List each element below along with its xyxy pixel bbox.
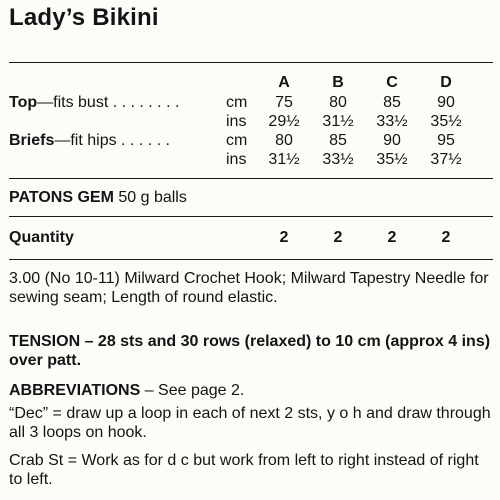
divider-yarn: [9, 216, 493, 217]
briefs-ins-c: 35½: [376, 151, 408, 168]
quantity-b: 2: [333, 229, 343, 246]
briefs-label: Briefs: [9, 132, 55, 149]
briefs-desc: —fit hips . . . . . .: [54, 132, 170, 149]
top-ins-a: 29½: [268, 113, 300, 130]
quantity-d: 2: [441, 229, 451, 246]
quantity-label: Quantity: [9, 229, 74, 246]
tension-label: TENSION: [9, 333, 81, 350]
yarn-weight: 50 g balls: [118, 189, 187, 206]
tension-paragraph: [9, 333, 493, 370]
quantity-a: 2: [279, 229, 289, 246]
abbreviations-label: ABBREVIATIONS: [9, 382, 141, 399]
abbreviations-heading: [9, 382, 493, 401]
briefs-row-label: [9, 132, 170, 150]
size-col-d: D: [440, 74, 452, 91]
top-unit-cm: cm: [226, 94, 248, 111]
top-ins-c: 33½: [376, 113, 408, 130]
briefs-unit-cm: cm: [226, 132, 248, 149]
size-col-a: A: [278, 74, 290, 91]
materials-text: 3.00 (No 10-11) Milward Crochet Hook; Milward Tapestry Needle for sewing seam; Length of round elastic.: [9, 270, 489, 306]
yarn-brand: PATONS GEM: [9, 189, 114, 206]
top-cm-b: 80: [329, 94, 347, 111]
divider-quantity: [9, 259, 493, 260]
quantity-c: 2: [387, 229, 397, 246]
tension-text: – 28 sts and 30 rows (relaxed) to 10 cm (approx 4 ins) over patt.: [9, 333, 491, 369]
briefs-unit-ins: ins: [226, 151, 247, 168]
briefs-cm-b: 85: [329, 132, 347, 149]
briefs-cm-d: 95: [437, 132, 455, 149]
briefs-cm-a: 80: [275, 132, 293, 149]
briefs-cm-c: 90: [383, 132, 401, 149]
top-unit-ins: ins: [226, 113, 247, 130]
yarn-line: [9, 189, 187, 207]
abbreviations-text: – See page 2.: [140, 382, 245, 399]
top-cm-a: 75: [275, 94, 293, 111]
top-ins-b: 31½: [322, 113, 354, 130]
top-desc: —fits bust . . . . . . . .: [37, 94, 180, 111]
page-title: Lady’s Bikini: [9, 4, 159, 31]
abbreviation-crab: Crab St = Work as for d c but work from left to right instead of right to left.: [9, 452, 479, 488]
abbreviation-dec: “Dec” = draw up a loop in each of next 2 sts, y o h and draw through all 3 loops on hook.: [9, 405, 491, 441]
briefs-ins-a: 31½: [268, 151, 300, 168]
top-ins-d: 35½: [430, 113, 462, 130]
top-cm-c: 85: [383, 94, 401, 111]
top-row-label: [9, 94, 179, 112]
size-col-b: B: [332, 74, 344, 91]
divider-top: [9, 62, 493, 63]
top-cm-d: 90: [437, 94, 455, 111]
size-col-c: C: [386, 74, 398, 91]
briefs-ins-d: 37½: [430, 151, 462, 168]
divider-sizes: [9, 178, 493, 179]
briefs-ins-b: 33½: [322, 151, 354, 168]
top-label: Top: [9, 94, 38, 111]
